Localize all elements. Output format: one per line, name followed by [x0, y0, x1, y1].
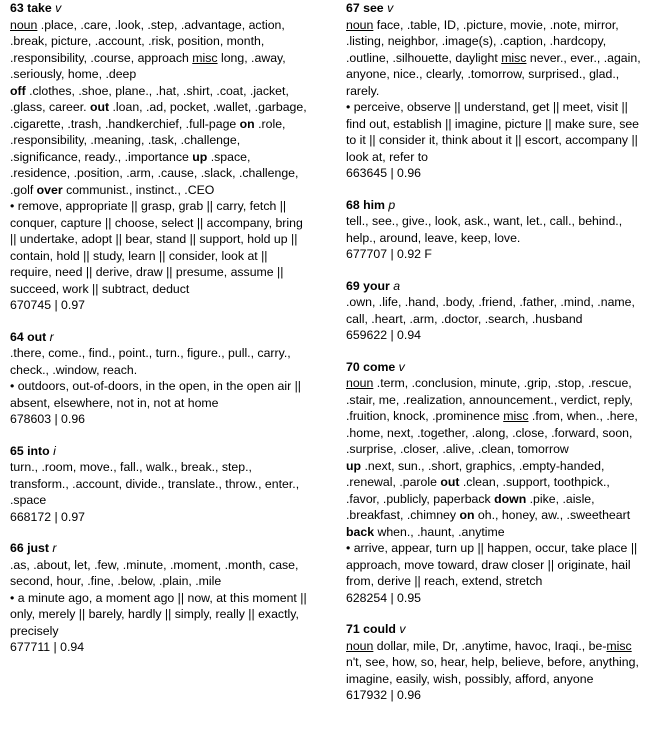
entry-text: .clothes, .shoe, plane., .hat, .shirt, .coat, .jacket, .glass, career.: [10, 83, 289, 114]
entry-frequency: 663645 | 0.96: [346, 166, 421, 180]
section-marker: noun: [346, 376, 374, 390]
entry-text: oh., honey, aw., .sweetheart: [474, 508, 631, 522]
entry-text: .space, .residence, .position, .arm, .cause, .slack, .challenge, .golf: [10, 149, 299, 197]
section-marker: noun: [346, 17, 374, 32]
entry-rank: 71: [346, 622, 360, 636]
entry-word: see: [363, 1, 384, 15]
entry-body-paragraph: [346, 638, 646, 688]
entry-rank: 69: [346, 278, 360, 293]
entry-text: • perceive, observe || understand, get || meet, visit || find out, establish || imagine, picture || make sure, see to it || consider it, think about it || escort, accompany || look at, refer to: [346, 100, 640, 164]
entry-body-paragraph: [346, 540, 646, 590]
entry-text: turn., .room, move., fall., walk., break., step., transform., .account, divide., translate., throw., enter., .space: [10, 460, 300, 507]
entry-part-of-speech: r: [52, 541, 57, 555]
entry-text: .next, sun., .short, graphics, .empty-handed, .renewal, .parole: [346, 458, 605, 489]
section-marker: misc: [501, 50, 527, 65]
entry-word: could: [363, 622, 396, 636]
entry-part-of-speech: r: [49, 329, 54, 344]
entry-rank: 66: [10, 541, 24, 555]
entry-text: .term, .conclusion, minute, .grip, .stop, .rescue, .stair, me, .realization, announcement., verdict, reply, .fruition, knock, .prominence: [346, 376, 633, 423]
entry-text: .there, come., find., point., turn., figure., pull., carry., check., .window, reach.: [10, 346, 291, 377]
entry-rank: 63: [10, 1, 24, 15]
dictionary-entry: [346, 197, 646, 263]
entry-headword: [346, 278, 646, 295]
entry-text: n't, see, how, so, hear, help, believe, before, anything, imagine, easily, wish, possibly, afford, anyone: [346, 655, 639, 686]
entry-headword: [346, 0, 646, 17]
particle-label: over: [36, 182, 63, 197]
particle-label: down: [494, 491, 527, 506]
entry-text: .place, .care, .look, .step, .advantage, action, .break, picture, .account, .risk, position, month, .responsibility, .course, approach: [10, 17, 285, 65]
entry-body-paragraph: [10, 590, 310, 640]
dictionary-entry: [10, 0, 310, 314]
dictionary-entry: [346, 359, 646, 607]
entry-part-of-speech: v: [55, 1, 62, 15]
entry-body-paragraph: [346, 375, 646, 458]
entry-text: .from, when., .here, .home, next, .together, .along, .close, .forward, soon, .surprise, .closer, .alive, .clean, tomorrow: [346, 409, 638, 456]
entry-text: .own, .life, .hand, .body, .friend, .father, .mind, .name, call, .heart, .arm, .doctor, .search, .husband: [346, 295, 635, 326]
particle-label: back: [346, 524, 375, 539]
entry-body-paragraph: [346, 99, 646, 165]
entry-text: dollar, mile, Dr, .anytime, havoc, Iraqi., be-: [373, 638, 607, 653]
particle-label: out: [440, 475, 460, 489]
entry-part-of-speech: a: [393, 278, 401, 293]
entry-text: face, .table, ID, .picture, movie, .note, mirror, .listing, neighbor, .image(s), .caption, .hardcopy, .outline, .silhouette, daylight: [346, 17, 619, 65]
entry-text: .as, .about, let, .few, .minute, .moment, .month, case, second, hour, .fine, .below, .plain, .mile: [10, 557, 299, 588]
entry-part-of-speech: v: [399, 622, 406, 636]
entry-headword: [346, 621, 646, 638]
entry-text: tell., see., give., look, ask., want, let., call., behind., help., around, leave, keep, love.: [346, 214, 623, 245]
entry-frequency: 617932 | 0.96: [346, 688, 421, 702]
entry-frequency: 670745 | 0.97: [10, 298, 85, 312]
right-column: [346, 0, 646, 719]
section-marker: misc: [192, 50, 218, 65]
entry-rank: 70: [346, 359, 360, 374]
entry-text: never., ever., .again, anyone, nice., clearly, .tomorrow, surprised., glad., rarely.: [346, 50, 641, 98]
entry-word: him: [363, 197, 385, 212]
particle-label: off: [10, 83, 26, 98]
entry-text: when., .haunt, .anytime: [374, 524, 505, 539]
entry-headword: [10, 329, 310, 346]
particle-label: up: [192, 149, 208, 164]
dictionary-entry: [346, 621, 646, 704]
entry-rank: 64: [10, 329, 24, 344]
entry-part-of-speech: p: [388, 197, 396, 212]
entry-rank: 67: [346, 1, 360, 15]
entry-headword: [346, 197, 646, 214]
entry-body-paragraph: [10, 83, 310, 199]
entry-text: .pike, .aisle, .breakfast, .chimney: [346, 491, 595, 522]
entry-frequency: 677707 | 0.92 F: [346, 247, 432, 261]
particle-label: up: [346, 458, 362, 473]
section-marker: noun: [10, 17, 38, 32]
entry-text: .clean, .support, toothpick., .favor, .publicly, paperback: [346, 475, 610, 506]
entry-frequency: 677711 | 0.94: [10, 640, 85, 654]
left-column: [10, 0, 310, 671]
entry-body-paragraph: [346, 294, 646, 327]
entry-word: just: [27, 541, 49, 555]
entry-headword: [346, 359, 646, 376]
entry-frequency: 659622 | 0.94: [346, 328, 421, 342]
entry-rank: 65: [10, 443, 24, 458]
entry-headword: [10, 540, 310, 557]
section-marker: misc: [503, 409, 529, 423]
entry-word: come: [363, 359, 396, 374]
entry-frequency: 668172 | 0.97: [10, 509, 85, 524]
entry-body-paragraph: [346, 213, 646, 246]
entry-frequency: 628254 | 0.95: [346, 590, 421, 605]
entry-word: take: [27, 1, 52, 15]
dictionary-entry: [10, 329, 310, 428]
entry-word: into: [27, 443, 50, 458]
entry-text: • arrive, appear, turn up || happen, occur, take place || approach, move toward, draw closer || originate, hail from, derive || reach, extend, stretch: [346, 541, 638, 588]
entry-body-paragraph: [346, 17, 646, 100]
entry-text: .loan, .ad, pocket, .wallet, .garbage, .cigarette, .trash, .handkerchief, .full-page: [10, 100, 307, 131]
entry-body-paragraph: [346, 458, 646, 541]
entry-body-paragraph: [10, 17, 310, 83]
entry-frequency: 678603 | 0.96: [10, 412, 85, 426]
entry-part-of-speech: v: [398, 359, 405, 374]
dictionary-entry: [10, 540, 310, 656]
entry-body-paragraph: [10, 459, 310, 509]
entry-headword: [10, 443, 310, 460]
entry-text: • a minute ago, a moment ago || now, at this moment || only, merely || barely, hardly || simply, really || exactly, precisely: [10, 590, 307, 638]
entry-word: out: [27, 329, 47, 344]
entry-word: your: [363, 278, 390, 293]
entry-headword: [10, 0, 310, 17]
entry-body-paragraph: [10, 557, 310, 590]
entry-body-paragraph: [10, 378, 310, 411]
entry-text: communist., instinct., .CEO: [62, 182, 215, 197]
entry-text: • remove, appropriate || grasp, grab || carry, fetch || conquer, capture || choose, select || accompany, bring || undertake, adopt || bear, stand || support, hold up || contain, hold || study, learn || consider, look at || require, need || derive, draw || presume, assume || succeed, work || subtract, deduct: [10, 199, 303, 296]
entry-body-paragraph: [10, 345, 310, 378]
particle-label: out: [89, 100, 110, 114]
section-marker: misc: [606, 638, 632, 653]
entry-text: • outdoors, out-of-doors, in the open, in the open air || absent, elsewhere, not in, not at home: [10, 379, 301, 410]
section-marker: noun: [346, 638, 374, 653]
dictionary-entry: [346, 0, 646, 182]
dictionary-entry: [10, 443, 310, 526]
entry-rank: 68: [346, 197, 360, 212]
entry-body-paragraph: [10, 198, 310, 297]
entry-part-of-speech: i: [53, 443, 56, 458]
entry-text: long, .away, .seriously, home, .deep: [10, 50, 286, 81]
entry-part-of-speech: v: [387, 1, 394, 15]
particle-label: on: [239, 116, 255, 131]
dictionary-entry: [346, 278, 646, 344]
particle-label: on: [459, 508, 475, 522]
entry-text: .role, .responsibility, .meaning, .task, .challenge, .significance, ready., .importance: [10, 116, 286, 164]
